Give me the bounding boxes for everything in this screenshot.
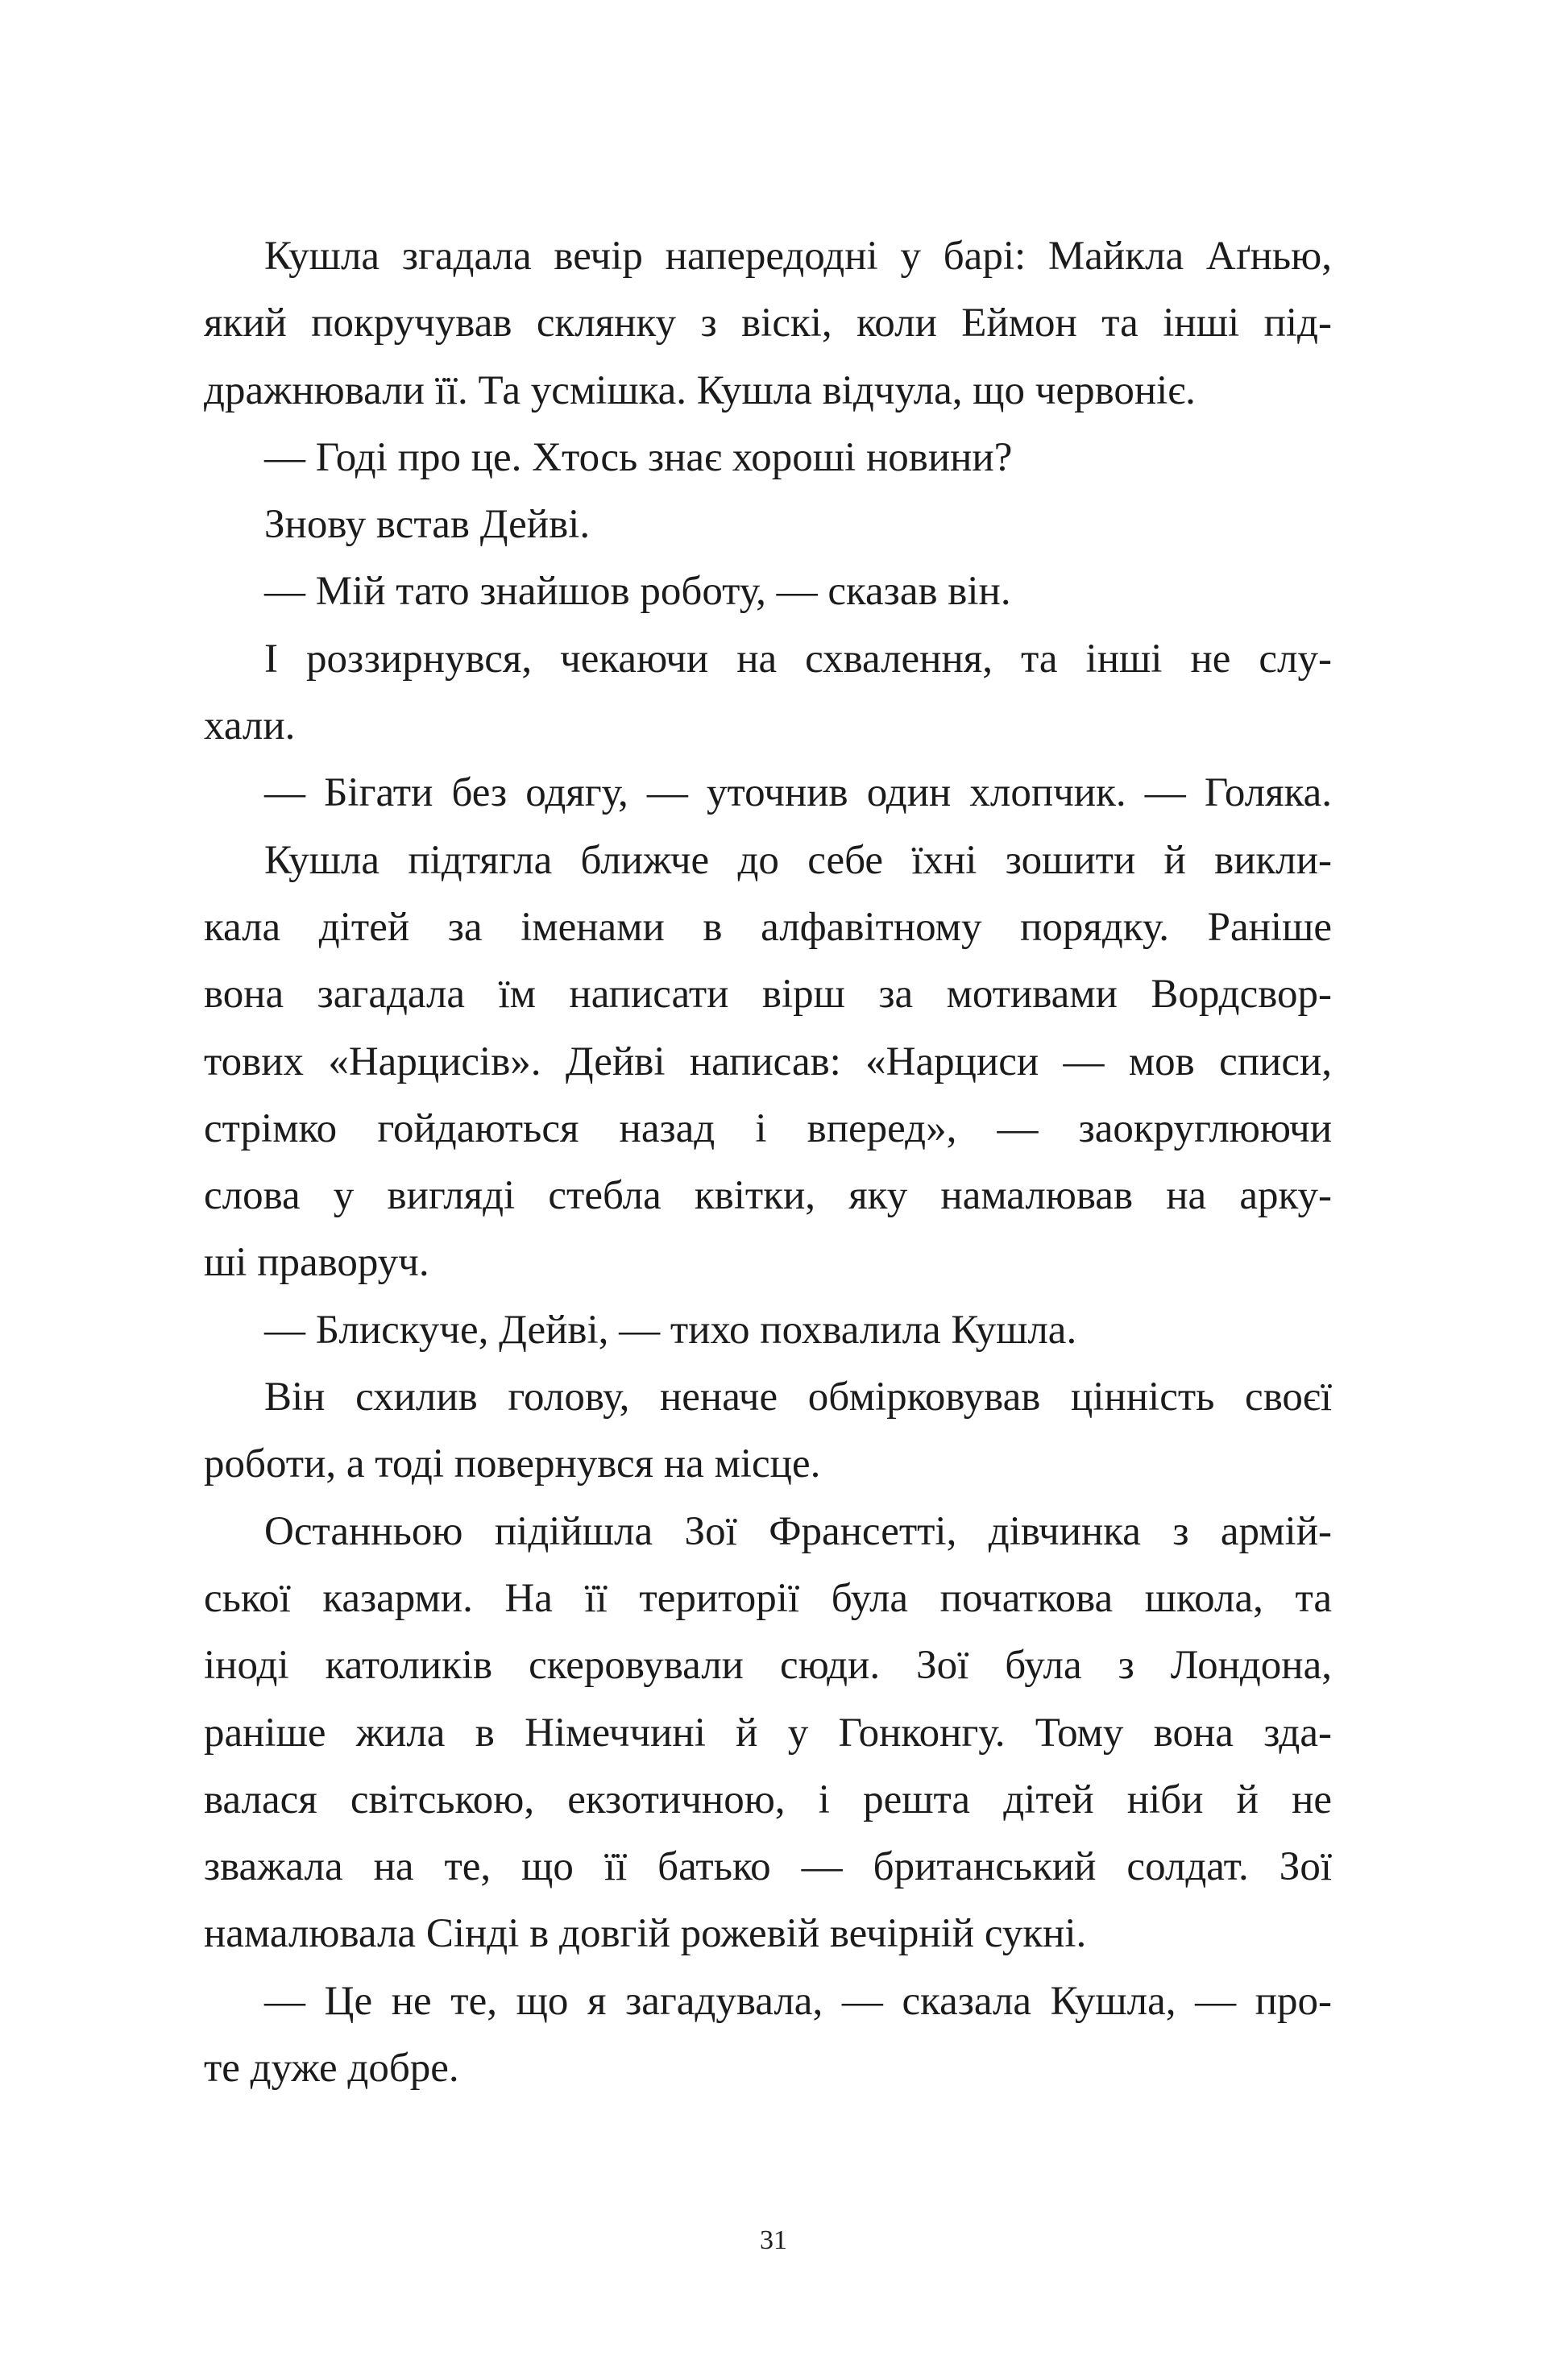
text-line: Він схилив голову, неначе обмірковував цінність своєї: [264, 1375, 1332, 1420]
text-line: роботи, а тоді повернувся на місце.: [204, 1441, 821, 1487]
text-line: Останньою підійшла Зої Франсетті, дівчинка з армій-: [264, 1508, 1332, 1554]
text-line: Кушла підтягла ближче до себе їхні зошити й викли-: [264, 837, 1332, 883]
text-line: — Годі про це. Хтось знає хороші новини?: [264, 434, 1013, 480]
text-line: хали.: [204, 703, 296, 749]
text-line: стрімко гойдаються назад і вперед», — заокруглюючи: [204, 1105, 1332, 1151]
text-line: — Мій тато знайшов роботу, — сказав він.: [264, 569, 1011, 615]
page-number: 31: [760, 2225, 787, 2255]
text-line: — Бігати без одягу, — уточнив один хлопчик. — Голяка.: [264, 770, 1332, 816]
text-line: який покручував склянку з віскі, коли Еймон та інші під-: [204, 301, 1332, 346]
text-line: зважала на те, що її батько — британський солдат. Зої: [204, 1844, 1332, 1890]
text-line: — Блискуче, Дейві, — тихо похвалила Кушла.: [264, 1307, 1077, 1353]
dialogue-paragraph: [204, 760, 1332, 827]
text-line: намалювала Сінді в довгій рожевій вечірній сукні.: [204, 1911, 1087, 1957]
paragraph: [204, 827, 1332, 1297]
dialogue-paragraph: [204, 558, 1332, 625]
text-line: іноді католиків скеровували сюди. Зої була з Лондона,: [204, 1643, 1332, 1689]
text-line: Знову встав Дейві.: [264, 502, 591, 548]
text-line: І роззирнувся, чекаючи на схвалення, та інші не слу-: [264, 636, 1332, 682]
text-line: — Це не те, що я загадувала, — сказала Кушла, — про-: [264, 1978, 1332, 2024]
text-line: ської казарми. На її території була початкова школа, та: [204, 1575, 1332, 1621]
dialogue-paragraph: [204, 1297, 1332, 1364]
text-line: слова у вигляді стебла квітки, яку намалював на арку-: [204, 1173, 1332, 1219]
text-line: те дуже добре.: [204, 2046, 459, 2092]
paragraph: [204, 491, 1332, 558]
text-line: кала дітей за іменами в алфавітному порядку. Раніше: [204, 904, 1332, 950]
paragraph: [204, 1364, 1332, 1499]
paragraph: [204, 223, 1332, 425]
text-line: раніше жила в Німеччині й у Гонконгу. Тому вона зда-: [204, 1710, 1332, 1756]
text-line: вона загадала їм написати вірш за мотивами Вордсвор-: [204, 972, 1332, 1018]
dialogue-paragraph: [204, 425, 1332, 491]
dialogue-paragraph: [204, 1968, 1332, 2103]
text-line: Кушла згадала вечір напередодні у барі: Майкла Аґнью,: [264, 234, 1332, 279]
text-line: ші праворуч.: [204, 1240, 429, 1286]
text-line: тових «Нарцисів». Дейві написав: «Нарциси — мов списи,: [204, 1039, 1332, 1084]
text-line: дражнювали її. Та усмішка. Кушла відчула, що червоніє.: [204, 367, 1196, 413]
paragraph: [204, 1499, 1332, 1968]
paragraph: [204, 626, 1332, 761]
text-line: валася світською, екзотичною, і решта дітей ніби й не: [204, 1777, 1332, 1822]
body-text: [204, 223, 1332, 2102]
